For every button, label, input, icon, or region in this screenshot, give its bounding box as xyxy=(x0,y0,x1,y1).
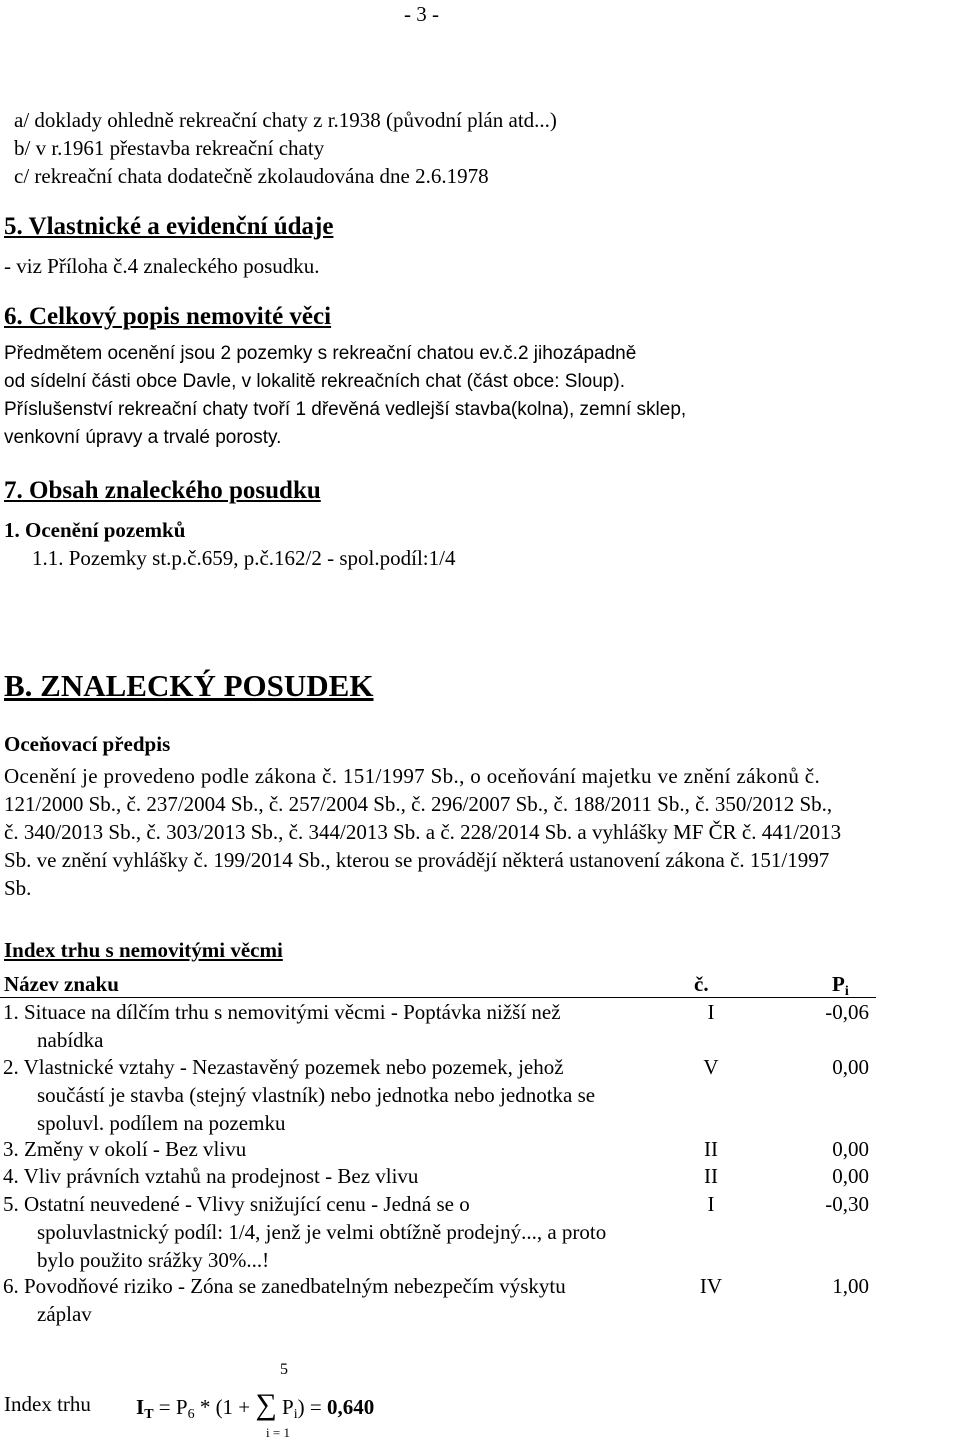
row-value: 0,00 xyxy=(832,1137,869,1161)
row-level: V xyxy=(703,1055,719,1079)
section7-heading: 7. Obsah znaleckého posudku xyxy=(4,477,321,504)
row-value: 0,00 xyxy=(832,1164,869,1188)
market-index-subscript: T xyxy=(144,1407,154,1422)
index-table-heading: Index trhu s nemovitými věcmi xyxy=(4,938,283,962)
row-name xyxy=(3,1162,418,1190)
column-header-value xyxy=(832,974,849,999)
section6-line-2: od sídelní části obce Davle, v lokalitě rekreačních chat (část obce: Sloup). xyxy=(4,371,625,392)
row-value: -0,30 xyxy=(825,1192,869,1216)
p6-subscript: 6 xyxy=(187,1407,195,1422)
section5-text: - viz Příloha č.4 znaleckého posudku. xyxy=(4,254,320,278)
row-value: 0,00 xyxy=(832,1055,869,1079)
row-name-line: bylo použito srážky 30%...! xyxy=(37,1248,270,1272)
row-name xyxy=(3,1135,246,1163)
market-index-symbol: I xyxy=(136,1395,145,1419)
history-item-a: a/ doklady ohledně rekreační chaty z r.1938 (původní plán atd...) xyxy=(14,108,557,132)
row-name-line: 1. Situace na dílčím trhu s nemovitými věcmi - Poptávka nižší než xyxy=(3,1000,561,1024)
row-name-line: 6. Povodňové riziko - Zóna se zanedbatelným nebezpečím výskytu xyxy=(3,1274,566,1298)
section7-item-1-1: 1.1. Pozemky st.p.č.659, p.č.162/2 - spol.podíl:1/4 xyxy=(32,546,456,570)
row-name-line: 3. Změny v okolí - Bez vlivu xyxy=(3,1137,247,1161)
row-name-line: nabídka xyxy=(37,1028,104,1052)
formula-part-3: P xyxy=(276,1395,294,1419)
regulation-line-2: 121/2000 Sb., č. 237/2004 Sb., č. 257/2004 Sb., č. 296/2007 Sb., č. 188/2011 Sb., č. 350/2012 Sb., xyxy=(4,792,833,816)
row-value: -0,06 xyxy=(825,1000,869,1024)
formula-expression xyxy=(136,1390,374,1422)
section6-line-3: Příslušenství rekreační chaty tvoří 1 dřevěná vedlejší stavba(kolna), zemní sklep, xyxy=(4,399,687,420)
section6-line-4: venkovní úpravy a trvalé porosty. xyxy=(4,427,282,448)
row-name-line: 4. Vliv právních vztahů na prodejnost - Bez vlivu xyxy=(3,1164,419,1188)
column-header-value-subscript: i xyxy=(844,984,849,999)
regulation-line-3: č. 340/2013 Sb., č. 303/2013 Sb., č. 344/2013 Sb. a č. 228/2014 Sb. a vyhlášky MF ČR č. 441/2013 xyxy=(4,820,842,844)
pi-subscript: i xyxy=(293,1407,298,1422)
row-name-line: 2. Vlastnické vztahy - Nezastavěný pozemek nebo pozemek, jehož xyxy=(3,1055,564,1079)
sum-icon: ∑ xyxy=(255,1388,277,1421)
sectionB-heading: B. ZNALECKÝ POSUDEK xyxy=(4,668,374,703)
row-name-line: záplav xyxy=(37,1302,92,1326)
regulation-line-1: Ocenění je provedeno podle zákona č. 151/1997 Sb., o oceňování majetku ve znění zákonů č. xyxy=(4,764,821,788)
regulation-line-4: Sb. ve znění vyhlášky č. 199/2014 Sb., kterou se provádějí některá ustanovení zákona č. 151/1997 xyxy=(4,848,830,872)
section7-item-1: 1. Ocenění pozemků xyxy=(4,518,186,542)
row-name-line: 5. Ostatní neuvedené - Vlivy snižující cenu - Jedná se o xyxy=(3,1192,470,1216)
column-header-value-symbol: P xyxy=(832,972,845,996)
row-level: I xyxy=(707,1000,715,1024)
section6-line-1: Předmětem ocenění jsou 2 pozemky s rekreační chatou ev.č.2 jihozápadně xyxy=(4,343,637,364)
row-name-line: spoluvl. podílem na pozemku xyxy=(37,1111,286,1135)
formula-part-1: = P xyxy=(153,1395,188,1419)
valuation-regulation-heading: Oceňovací předpis xyxy=(4,732,171,756)
row-level: II xyxy=(704,1164,718,1188)
column-header-name: Název znaku xyxy=(4,972,119,996)
formula-label: Index trhu xyxy=(4,1392,91,1416)
row-name xyxy=(3,1190,606,1274)
row-name-line: součástí je stavba (stejný vlastník) nebo jednotka nebo jednotka se xyxy=(37,1083,596,1107)
row-level: IV xyxy=(699,1274,723,1298)
row-value: 1,00 xyxy=(832,1274,869,1298)
column-header-level: č. xyxy=(694,972,709,996)
section5-heading: 5. Vlastnické a evidenční údaje xyxy=(4,213,334,240)
section6-heading: 6. Celkový popis nemovité věci xyxy=(4,303,332,330)
row-level: II xyxy=(704,1137,718,1161)
row-name xyxy=(3,1053,595,1137)
history-item-b: b/ v r.1961 přestavba rekreační chaty xyxy=(14,136,325,160)
formula-part-2: * (1 + xyxy=(194,1395,256,1419)
market-index-result: 0,640 xyxy=(326,1395,375,1419)
page-number: - 3 - xyxy=(404,2,439,26)
row-name xyxy=(3,1272,566,1328)
row-name xyxy=(3,998,561,1054)
regulation-line-5: Sb. xyxy=(4,876,32,900)
sum-lower-limit: i = 1 xyxy=(266,1425,290,1440)
row-level: I xyxy=(707,1192,715,1216)
sum-upper-limit: 5 xyxy=(280,1361,288,1378)
formula-part-4: ) = xyxy=(297,1395,327,1419)
history-item-c: c/ rekreační chata dodatečně zkolaudována dne 2.6.1978 xyxy=(14,164,489,188)
row-name-line: spoluvlastnický podíl: 1/4, jenž je velmi obtížně prodejný..., a proto xyxy=(37,1220,607,1244)
